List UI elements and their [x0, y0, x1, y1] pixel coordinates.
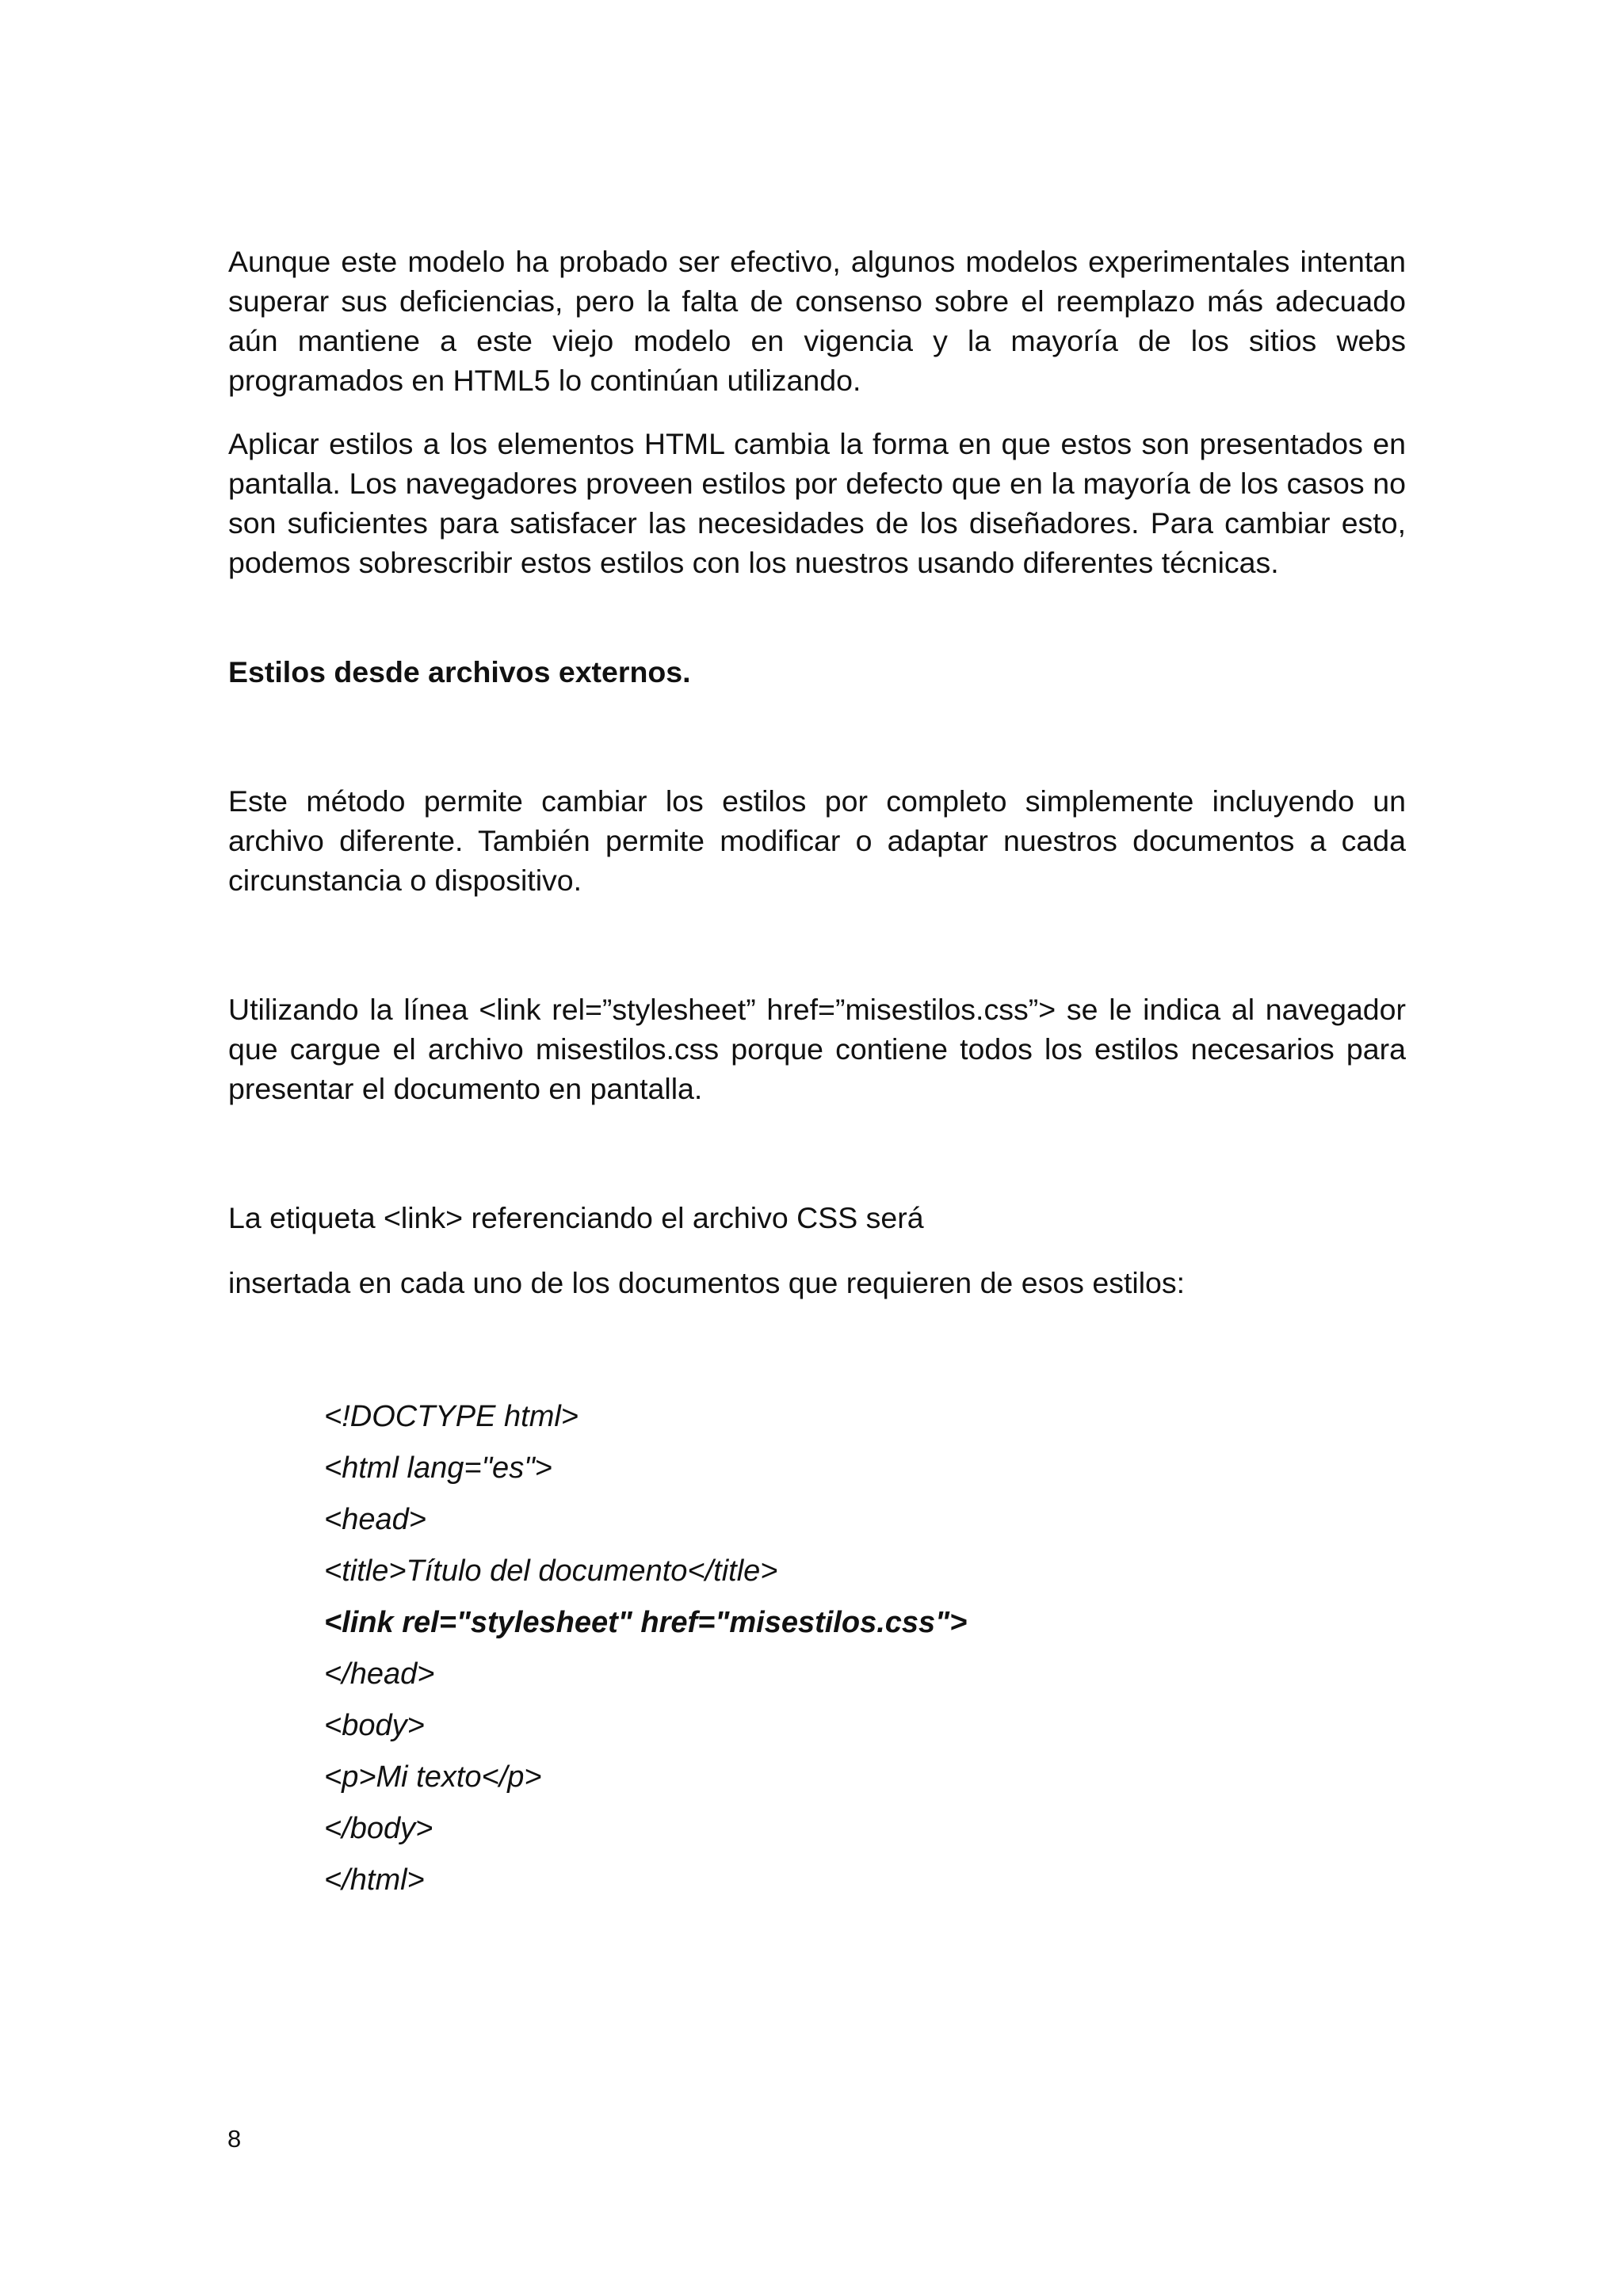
paragraph-5: La etiqueta <link> referenciando el archivo CSS será	[228, 1201, 924, 1234]
code-line-link: <link rel="stylesheet" href="misestilos.css">	[324, 1606, 968, 1639]
paragraph-6: insertada en cada uno de los documentos que requieren de esos estilos:	[228, 1266, 1186, 1299]
paragraph-2: Aplicar estilos a los elementos HTML cambia la forma en que estos son presentados en pantalla. Los navegadores proveen estilos por defecto que en la mayoría de los casos no son suficientes para satisfacer las necesidades de los diseñadores. Para cambiar esto, podemos sobrescribir estos estilos con los nuestros usando diferentes técnicas.	[228, 427, 1406, 579]
code-line-body-open: <body>	[324, 1709, 425, 1742]
page-number: 8	[227, 2125, 242, 2153]
code-line-body-close: </body>	[324, 1812, 433, 1845]
code-line-html-open: <html lang="es">	[324, 1451, 552, 1485]
paragraph-1: Aunque este modelo ha probado ser efectivo, algunos modelos experimentales intentan superar sus deficiencias, pero la falta de consenso sobre el reemplazo más adecuado aún mantiene a este viejo modelo en vigencia y la mayoría de los sitios webs programados en HTML5 lo continúan utilizando.	[228, 245, 1406, 397]
code-line-head-close: </head>	[324, 1657, 435, 1691]
code-line-head-open: <head>	[324, 1503, 426, 1536]
section-heading: Estilos desde archivos externos.	[228, 655, 691, 688]
code-sample	[228, 1391, 1406, 1906]
code-line-html-close: </html>	[324, 1863, 425, 1897]
page-content	[228, 242, 1406, 1906]
code-line-paragraph: <p>Mi texto</p>	[324, 1760, 542, 1794]
paragraph-3: Este método permite cambiar los estilos por completo simplemente incluyendo un archivo diferente. También permite modificar o adaptar nuestros documentos a cada circunstancia o dispositivo.	[228, 784, 1406, 897]
code-line-doctype: <!DOCTYPE html>	[324, 1400, 579, 1433]
code-line-title: <title>Título del documento</title>	[324, 1554, 778, 1588]
paragraph-4: Utilizando la línea <link rel=”stylesheet” href=”misestilos.css”> se le indica al navegador que cargue el archivo misestilos.css porque contiene todos los estilos necesarios para presentar el documento en pantalla.	[228, 993, 1406, 1105]
